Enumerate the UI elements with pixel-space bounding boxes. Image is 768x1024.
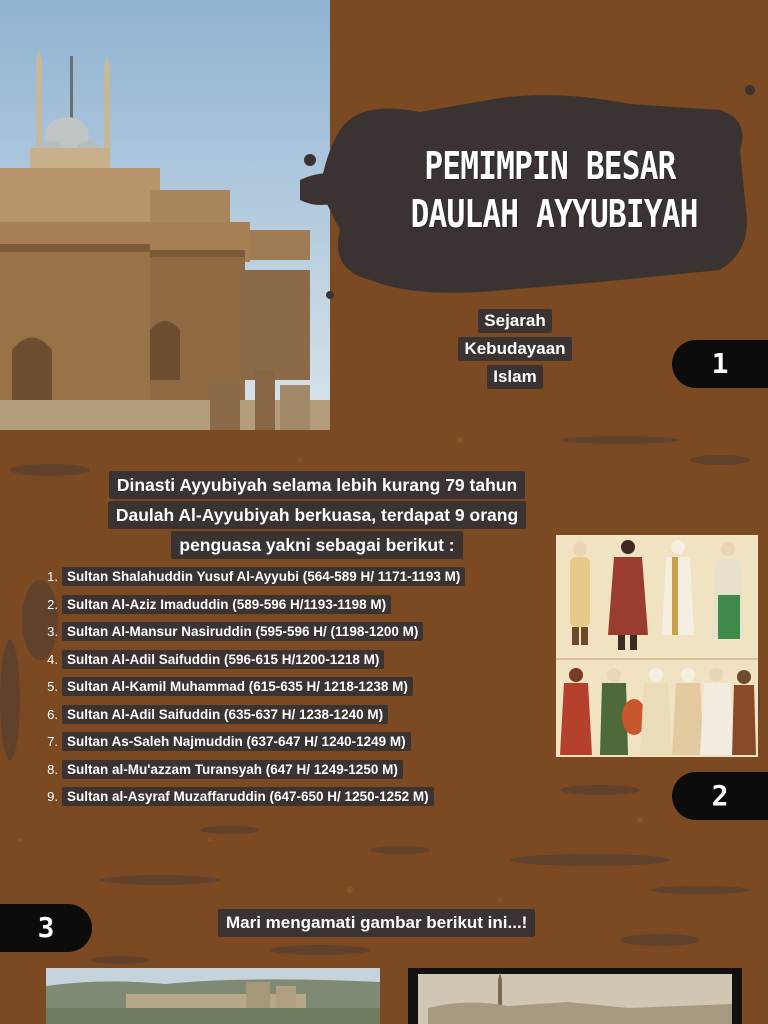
title-line-2: DAULAH AYYUBIYAH [410, 192, 698, 236]
list-item-text: Sultan Al-Kamil Muhammad (615-635 H/ 1218-1238 M) [62, 677, 413, 696]
list-item-number: 5. [47, 679, 58, 695]
list-item [36, 728, 556, 756]
list-item [36, 646, 556, 674]
intro-line-2: Daulah Al-Ayyubiyah berkuasa, terdapat 9 orang [108, 501, 526, 529]
list-item-number: 4. [47, 651, 58, 667]
list-item-number: 3. [47, 624, 58, 640]
list-item [36, 563, 556, 591]
subject-line-1: Sejarah [478, 309, 551, 333]
list-item-text: Sultan al-Mu'azzam Turansyah (647 H/ 1249-1250 M) [62, 760, 403, 779]
list-item [36, 756, 556, 784]
intro-line-1: Dinasti Ayyubiyah selama lebih kurang 79 tahun [109, 471, 525, 499]
intro-line-3: penguasa yakni sebagai berikut : [171, 531, 462, 559]
list-item-text: Sultan Al-Adil Saifuddin (596-615 H/1200-1218 M) [62, 650, 384, 669]
list-item-number: 9. [47, 789, 58, 805]
list-item-text: Sultan Al-Mansur Nasiruddin (595-596 H/ (1198-1200 M) [62, 622, 423, 641]
list-item-text: Sultan Al-Adil Saifuddin (635-637 H/ 1238-1240 M) [62, 705, 388, 724]
list-item [36, 618, 556, 646]
ruler-list [36, 563, 556, 811]
observe-prompt [218, 909, 535, 937]
list-item-text: Sultan al-Asyraf Muzaffaruddin (647-650 H/ 1250-1252 M) [62, 787, 434, 806]
subject-line-3: Islam [487, 365, 542, 389]
castle-photo [46, 968, 380, 1024]
observe-text: Mari mengamati gambar berikut ini...! [218, 909, 535, 937]
subject-label [440, 307, 590, 391]
title-line-1: PEMIMPIN BESAR [424, 144, 676, 188]
list-item-number: 7. [47, 734, 58, 750]
figures-illustration [556, 535, 758, 757]
intro-text [66, 470, 568, 560]
list-item [36, 591, 556, 619]
list-item-number: 6. [47, 706, 58, 722]
citadel-photo [0, 0, 330, 430]
list-item [36, 673, 556, 701]
city-photo [408, 968, 742, 1024]
list-item-number: 1. [47, 569, 58, 585]
list-item-text: Sultan As-Saleh Najmuddin (637-647 H/ 1240-1249 M) [62, 732, 411, 751]
page-number-badge-1: 1 [672, 340, 768, 388]
list-item [36, 783, 556, 811]
list-item-number: 8. [47, 761, 58, 777]
page-number-badge-2: 2 [672, 772, 768, 820]
list-item-text: Sultan Shalahuddin Yusuf Al-Ayyubi (564-589 H/ 1171-1193 M) [62, 567, 465, 586]
subject-line-2: Kebudayaan [458, 337, 571, 361]
list-item [36, 701, 556, 729]
page-number-badge-3: 3 [0, 904, 92, 952]
list-item-text: Sultan Al-Aziz Imaduddin (589-596 H/1193-1198 M) [62, 595, 391, 614]
list-item-number: 2. [47, 596, 58, 612]
page-title [410, 142, 698, 238]
